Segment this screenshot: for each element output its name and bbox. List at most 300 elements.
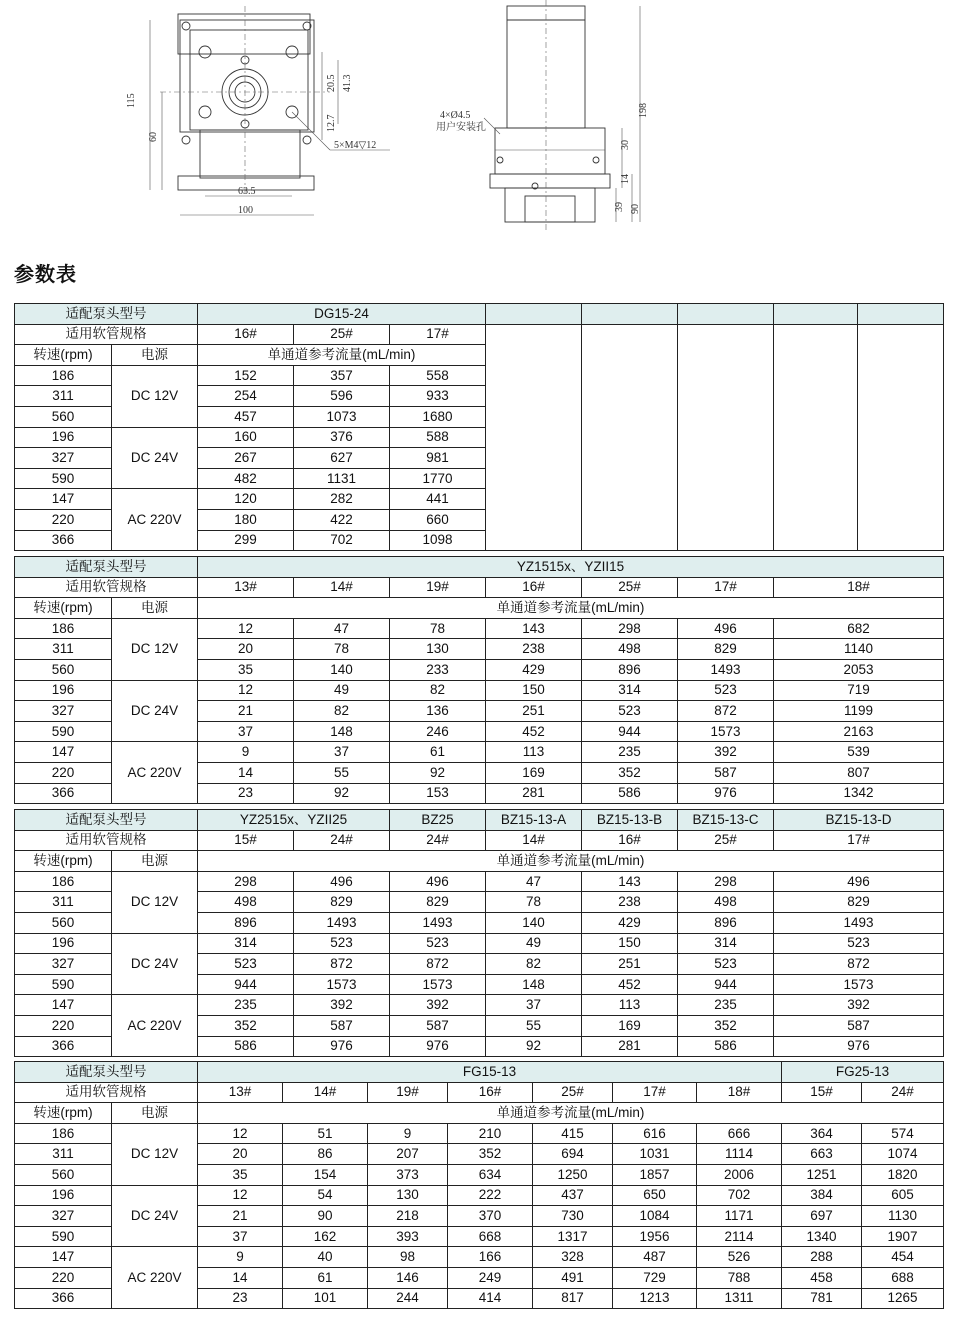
flow-cell: 1342: [774, 783, 944, 804]
flow-cell: 12: [198, 1123, 283, 1144]
power-cell: DC 24V: [112, 427, 198, 489]
speed-cell: 327: [15, 1206, 112, 1227]
flow-cell: 9: [198, 1247, 283, 1268]
tube-size: 15#: [782, 1082, 862, 1103]
flow-cell: 829: [390, 892, 486, 913]
flow-cell: 393: [368, 1226, 448, 1247]
flow-cell: 180: [198, 509, 294, 530]
speed-cell: 560: [15, 659, 112, 680]
flow-cell: 487: [613, 1247, 697, 1268]
flow-cell: 668: [448, 1226, 533, 1247]
speed-cell: 220: [15, 1015, 112, 1036]
power-cell: DC 12V: [112, 618, 198, 680]
pump-model: BZ15-13-A: [486, 810, 582, 831]
speed-cell: 327: [15, 701, 112, 722]
dim-12-7: 12.7: [326, 114, 337, 132]
flow-cell: 281: [582, 1036, 678, 1057]
flow-cell: 150: [486, 680, 582, 701]
flow-cell: 1493: [678, 659, 774, 680]
power-cell: DC 24V: [112, 933, 198, 995]
tube-spec-label: 适用软管规格: [15, 577, 198, 598]
flow-cell: 352: [678, 1015, 774, 1036]
flow-cell: 539: [774, 742, 944, 763]
flow-cell: 933: [390, 386, 486, 407]
power-cell: DC 12V: [112, 871, 198, 933]
flow-cell: 148: [486, 974, 582, 995]
flow-cell: 650: [613, 1185, 697, 1206]
flow-cell: 496: [390, 871, 486, 892]
speed-cell: 590: [15, 974, 112, 995]
flow-cell: 2006: [697, 1164, 782, 1185]
flow-cell: 702: [294, 530, 390, 551]
flow-cell: 392: [678, 742, 774, 763]
flow-cell: 1956: [613, 1226, 697, 1247]
tube-spec-label: 适用软管规格: [15, 830, 198, 851]
flow-cell: 113: [582, 995, 678, 1016]
tube-size: 25#: [678, 830, 774, 851]
speed-cell: 186: [15, 1123, 112, 1144]
flow-cell: 37: [198, 721, 294, 742]
tube-size: 18#: [697, 1082, 782, 1103]
flow-cell: 523: [198, 954, 294, 975]
dim-100: 100: [238, 205, 253, 216]
flow-cell: 130: [390, 639, 486, 660]
flow-cell: 1098: [390, 530, 486, 551]
flow-cell: 944: [198, 974, 294, 995]
speed-cell: 196: [15, 933, 112, 954]
flow-cell: 829: [294, 892, 390, 913]
flow-cell: 120: [198, 489, 294, 510]
flow-cell: 1493: [774, 912, 944, 933]
dim-90: 90: [630, 204, 641, 214]
flow-cell: 896: [198, 912, 294, 933]
flow-cell: 98: [368, 1247, 448, 1268]
flow-cell: 682: [774, 618, 944, 639]
flow-cell: 23: [198, 783, 294, 804]
flow-cell: 235: [678, 995, 774, 1016]
flow-cell: 160: [198, 427, 294, 448]
speed-cell: 560: [15, 912, 112, 933]
flow-cell: 162: [283, 1226, 368, 1247]
side-view-drawing: [436, 0, 649, 232]
flow-label: 单通道参考流量(mL/min): [198, 598, 944, 619]
flow-cell: 730: [533, 1206, 613, 1227]
flow-cell: 896: [582, 659, 678, 680]
dim-63-5: 63.5: [238, 186, 256, 197]
flow-cell: 1493: [294, 912, 390, 933]
flow-cell: 49: [294, 680, 390, 701]
flow-cell: 14: [198, 1267, 283, 1288]
flow-cell: 251: [582, 954, 678, 975]
flow-cell: 298: [198, 871, 294, 892]
flow-cell: 498: [678, 892, 774, 913]
flow-cell: 496: [294, 871, 390, 892]
power-label: 电源: [112, 345, 198, 366]
callout-install-holes: 用户安装孔: [436, 122, 486, 133]
flow-cell: 807: [774, 762, 944, 783]
flow-cell: 688: [862, 1267, 944, 1288]
speed-cell: 590: [15, 721, 112, 742]
flow-cell: 352: [582, 762, 678, 783]
flow-cell: 1171: [697, 1206, 782, 1227]
flow-cell: 143: [582, 871, 678, 892]
flow-cell: 660: [390, 509, 486, 530]
flow-cell: 586: [678, 1036, 774, 1057]
flow-cell: 136: [390, 701, 486, 722]
flow-cell: 663: [782, 1144, 862, 1165]
speed-cell: 311: [15, 1144, 112, 1165]
flow-cell: 152: [198, 365, 294, 386]
pump-model: YZ2515x、YZII25: [198, 810, 390, 831]
dim-14: 14: [620, 174, 631, 184]
flow-cell: 218: [368, 1206, 448, 1227]
flow-cell: 61: [283, 1267, 368, 1288]
flow-cell: 9: [198, 742, 294, 763]
flow-cell: 976: [678, 783, 774, 804]
flow-cell: 523: [678, 680, 774, 701]
flow-cell: 1114: [697, 1144, 782, 1165]
flow-cell: 222: [448, 1185, 533, 1206]
pump-model-label: 适配泵头型号: [15, 810, 198, 831]
flow-cell: 454: [862, 1247, 944, 1268]
speed-cell: 186: [15, 871, 112, 892]
flow-cell: 37: [294, 742, 390, 763]
flow-cell: 605: [862, 1185, 944, 1206]
flow-cell: 51: [283, 1123, 368, 1144]
flow-cell: 370: [448, 1206, 533, 1227]
tube-size: 14#: [283, 1082, 368, 1103]
empty-cell: [858, 304, 944, 325]
flow-cell: 1073: [294, 406, 390, 427]
flow-label: 单通道参考流量(mL/min): [198, 1103, 944, 1124]
flow-cell: 328: [533, 1247, 613, 1268]
flow-cell: 498: [582, 639, 678, 660]
flow-cell: 1340: [782, 1226, 862, 1247]
flow-cell: 254: [198, 386, 294, 407]
flow-cell: 523: [774, 933, 944, 954]
flow-cell: 357: [294, 365, 390, 386]
flow-cell: 2163: [774, 721, 944, 742]
flow-cell: 586: [198, 1036, 294, 1057]
flow-cell: 1084: [613, 1206, 697, 1227]
empty-cell: [774, 324, 858, 551]
spec-table-yz1515x: [14, 556, 944, 804]
speed-cell: 366: [15, 783, 112, 804]
flow-cell: 233: [390, 659, 486, 680]
pump-model: YZ1515x、YZII15: [198, 557, 944, 578]
flow-cell: 587: [774, 1015, 944, 1036]
flow-cell: 352: [198, 1015, 294, 1036]
flow-cell: 249: [448, 1267, 533, 1288]
flow-cell: 1199: [774, 701, 944, 722]
empty-cell: [678, 304, 774, 325]
speed-cell: 366: [15, 530, 112, 551]
tube-size: 16#: [582, 830, 678, 851]
flow-cell: 78: [390, 618, 486, 639]
speed-label: 转速(rpm): [15, 1103, 112, 1124]
flow-cell: 523: [678, 954, 774, 975]
flow-cell: 729: [613, 1267, 697, 1288]
speed-cell: 196: [15, 680, 112, 701]
flow-cell: 143: [486, 618, 582, 639]
flow-cell: 392: [294, 995, 390, 1016]
flow-cell: 1907: [862, 1226, 944, 1247]
flow-cell: 244: [368, 1288, 448, 1309]
tube-size: 13#: [198, 577, 294, 598]
pump-model: FG15-13: [198, 1062, 782, 1083]
flow-cell: 1820: [862, 1164, 944, 1185]
speed-cell: 147: [15, 1247, 112, 1268]
power-cell: AC 220V: [112, 995, 198, 1057]
dim-60: 60: [148, 132, 159, 142]
flow-cell: 526: [697, 1247, 782, 1268]
speed-cell: 327: [15, 448, 112, 469]
flow-cell: 586: [582, 783, 678, 804]
speed-cell: 311: [15, 639, 112, 660]
flow-cell: 238: [486, 639, 582, 660]
flow-cell: 9: [368, 1123, 448, 1144]
empty-cell: [486, 304, 582, 325]
speed-cell: 590: [15, 1226, 112, 1247]
flow-cell: 78: [294, 639, 390, 660]
flow-cell: 872: [774, 954, 944, 975]
flow-cell: 523: [390, 933, 486, 954]
flow-cell: 153: [390, 783, 486, 804]
flow-cell: 1130: [862, 1206, 944, 1227]
flow-cell: 588: [390, 427, 486, 448]
speed-cell: 366: [15, 1288, 112, 1309]
flow-cell: 976: [774, 1036, 944, 1057]
section-title: 参数表: [14, 262, 77, 286]
flow-cell: 523: [582, 701, 678, 722]
flow-cell: 694: [533, 1144, 613, 1165]
power-cell: DC 12V: [112, 365, 198, 427]
flow-cell: 314: [198, 933, 294, 954]
empty-cell: [858, 324, 944, 551]
flow-cell: 267: [198, 448, 294, 469]
flow-cell: 1140: [774, 639, 944, 660]
flow-cell: 392: [390, 995, 486, 1016]
pump-model: BZ15-13-B: [582, 810, 678, 831]
speed-label: 转速(rpm): [15, 345, 112, 366]
flow-cell: 1573: [294, 974, 390, 995]
speed-cell: 590: [15, 468, 112, 489]
flow-cell: 817: [533, 1288, 613, 1309]
speed-cell: 560: [15, 406, 112, 427]
flow-cell: 148: [294, 721, 390, 742]
power-label: 电源: [112, 598, 198, 619]
flow-cell: 1573: [678, 721, 774, 742]
flow-cell: 210: [448, 1123, 533, 1144]
tube-size: 15#: [198, 830, 294, 851]
callout-thread: 5×M4▽12: [334, 140, 377, 151]
flow-cell: 20: [198, 639, 294, 660]
flow-cell: 1680: [390, 406, 486, 427]
flow-cell: 61: [390, 742, 486, 763]
flow-label: 单通道参考流量(mL/min): [198, 851, 944, 872]
flow-cell: 54: [283, 1185, 368, 1206]
dim-39: 39: [614, 202, 625, 212]
flow-cell: 574: [862, 1123, 944, 1144]
flow-cell: 1213: [613, 1288, 697, 1309]
flow-cell: 429: [486, 659, 582, 680]
flow-cell: 944: [678, 974, 774, 995]
tube-size: 17#: [774, 830, 944, 851]
empty-cell: [678, 324, 774, 551]
flow-cell: 101: [283, 1288, 368, 1309]
flow-cell: 491: [533, 1267, 613, 1288]
flow-cell: 452: [582, 974, 678, 995]
flow-cell: 781: [782, 1288, 862, 1309]
empty-cell: [486, 324, 582, 551]
pump-model: BZ25: [390, 810, 486, 831]
flow-cell: 235: [198, 995, 294, 1016]
flow-cell: 2114: [697, 1226, 782, 1247]
power-label: 电源: [112, 851, 198, 872]
flow-cell: 92: [486, 1036, 582, 1057]
flow-cell: 238: [582, 892, 678, 913]
flow-cell: 146: [368, 1267, 448, 1288]
flow-cell: 55: [486, 1015, 582, 1036]
speed-cell: 327: [15, 954, 112, 975]
dim-30: 30: [620, 140, 631, 150]
tube-size: 16#: [448, 1082, 533, 1103]
tube-size: 14#: [486, 830, 582, 851]
spec-table-dg15-24: [14, 303, 944, 551]
flow-cell: 82: [486, 954, 582, 975]
flow-cell: 384: [782, 1185, 862, 1206]
flow-cell: 587: [678, 762, 774, 783]
flow-cell: 23: [198, 1288, 283, 1309]
flow-cell: 452: [486, 721, 582, 742]
flow-cell: 92: [294, 783, 390, 804]
flow-cell: 113: [486, 742, 582, 763]
speed-cell: 560: [15, 1164, 112, 1185]
speed-cell: 196: [15, 427, 112, 448]
empty-cell: [774, 304, 858, 325]
flow-cell: 523: [294, 933, 390, 954]
tube-size: 24#: [294, 830, 390, 851]
flow-cell: 616: [613, 1123, 697, 1144]
flow-cell: 558: [390, 365, 486, 386]
tube-size: 18#: [774, 577, 944, 598]
power-cell: DC 24V: [112, 680, 198, 742]
flow-cell: 596: [294, 386, 390, 407]
flow-cell: 1251: [782, 1164, 862, 1185]
speed-cell: 147: [15, 742, 112, 763]
tube-size: 17#: [613, 1082, 697, 1103]
power-cell: AC 220V: [112, 489, 198, 551]
flow-cell: 140: [294, 659, 390, 680]
flow-cell: 21: [198, 1206, 283, 1227]
flow-cell: 872: [678, 701, 774, 722]
flow-cell: 169: [582, 1015, 678, 1036]
flow-cell: 55: [294, 762, 390, 783]
spec-table-fg: [14, 1061, 944, 1309]
flow-cell: 86: [283, 1144, 368, 1165]
flow-cell: 872: [390, 954, 486, 975]
flow-cell: 352: [448, 1144, 533, 1165]
flow-cell: 1493: [390, 912, 486, 933]
flow-cell: 35: [198, 1164, 283, 1185]
callout-holes: 4×Ø4.5: [440, 110, 471, 121]
flow-cell: 150: [582, 933, 678, 954]
flow-cell: 12: [198, 618, 294, 639]
flow-cell: 20: [198, 1144, 283, 1165]
flow-cell: 1573: [774, 974, 944, 995]
flow-cell: 37: [486, 995, 582, 1016]
flow-cell: 2053: [774, 659, 944, 680]
flow-label: 单通道参考流量(mL/min): [198, 345, 486, 366]
flow-cell: 37: [198, 1226, 283, 1247]
flow-cell: 429: [582, 912, 678, 933]
flow-cell: 92: [390, 762, 486, 783]
power-cell: AC 220V: [112, 742, 198, 804]
flow-cell: 373: [368, 1164, 448, 1185]
tube-size: 17#: [390, 324, 486, 345]
flow-cell: 140: [486, 912, 582, 933]
flow-cell: 976: [390, 1036, 486, 1057]
flow-cell: 788: [697, 1267, 782, 1288]
speed-cell: 196: [15, 1185, 112, 1206]
speed-cell: 220: [15, 762, 112, 783]
power-label: 电源: [112, 1103, 198, 1124]
flow-cell: 298: [678, 871, 774, 892]
tube-size: 24#: [862, 1082, 944, 1103]
flow-cell: 47: [486, 871, 582, 892]
tube-spec-label: 适用软管规格: [15, 324, 198, 345]
tube-size: 25#: [582, 577, 678, 598]
pump-model: FG25-13: [782, 1062, 944, 1083]
speed-cell: 147: [15, 995, 112, 1016]
tube-size: 25#: [294, 324, 390, 345]
flow-cell: 12: [198, 1185, 283, 1206]
speed-cell: 311: [15, 892, 112, 913]
flow-cell: 896: [678, 912, 774, 933]
flow-cell: 1317: [533, 1226, 613, 1247]
dim-198: 198: [638, 103, 649, 118]
flow-cell: 364: [782, 1123, 862, 1144]
flow-cell: 251: [486, 701, 582, 722]
power-cell: DC 24V: [112, 1185, 198, 1247]
flow-cell: 392: [774, 995, 944, 1016]
flow-cell: 35: [198, 659, 294, 680]
flow-cell: 21: [198, 701, 294, 722]
flow-cell: 441: [390, 489, 486, 510]
speed-label: 转速(rpm): [15, 598, 112, 619]
flow-cell: 169: [486, 762, 582, 783]
pump-model: BZ15-13-D: [774, 810, 944, 831]
tube-size: 13#: [198, 1082, 283, 1103]
flow-cell: 14: [198, 762, 294, 783]
flow-cell: 719: [774, 680, 944, 701]
tube-size: 17#: [678, 577, 774, 598]
tube-size: 14#: [294, 577, 390, 598]
flow-cell: 1131: [294, 468, 390, 489]
flow-cell: 697: [782, 1206, 862, 1227]
tube-size: 19#: [368, 1082, 448, 1103]
flow-cell: 49: [486, 933, 582, 954]
flow-cell: 154: [283, 1164, 368, 1185]
flow-cell: 976: [294, 1036, 390, 1057]
flow-cell: 702: [697, 1185, 782, 1206]
tube-size: 24#: [390, 830, 486, 851]
dim-41-3: 41.3: [342, 74, 353, 92]
flow-cell: 166: [448, 1247, 533, 1268]
flow-cell: 634: [448, 1164, 533, 1185]
empty-cell: [582, 304, 678, 325]
flow-cell: 498: [198, 892, 294, 913]
